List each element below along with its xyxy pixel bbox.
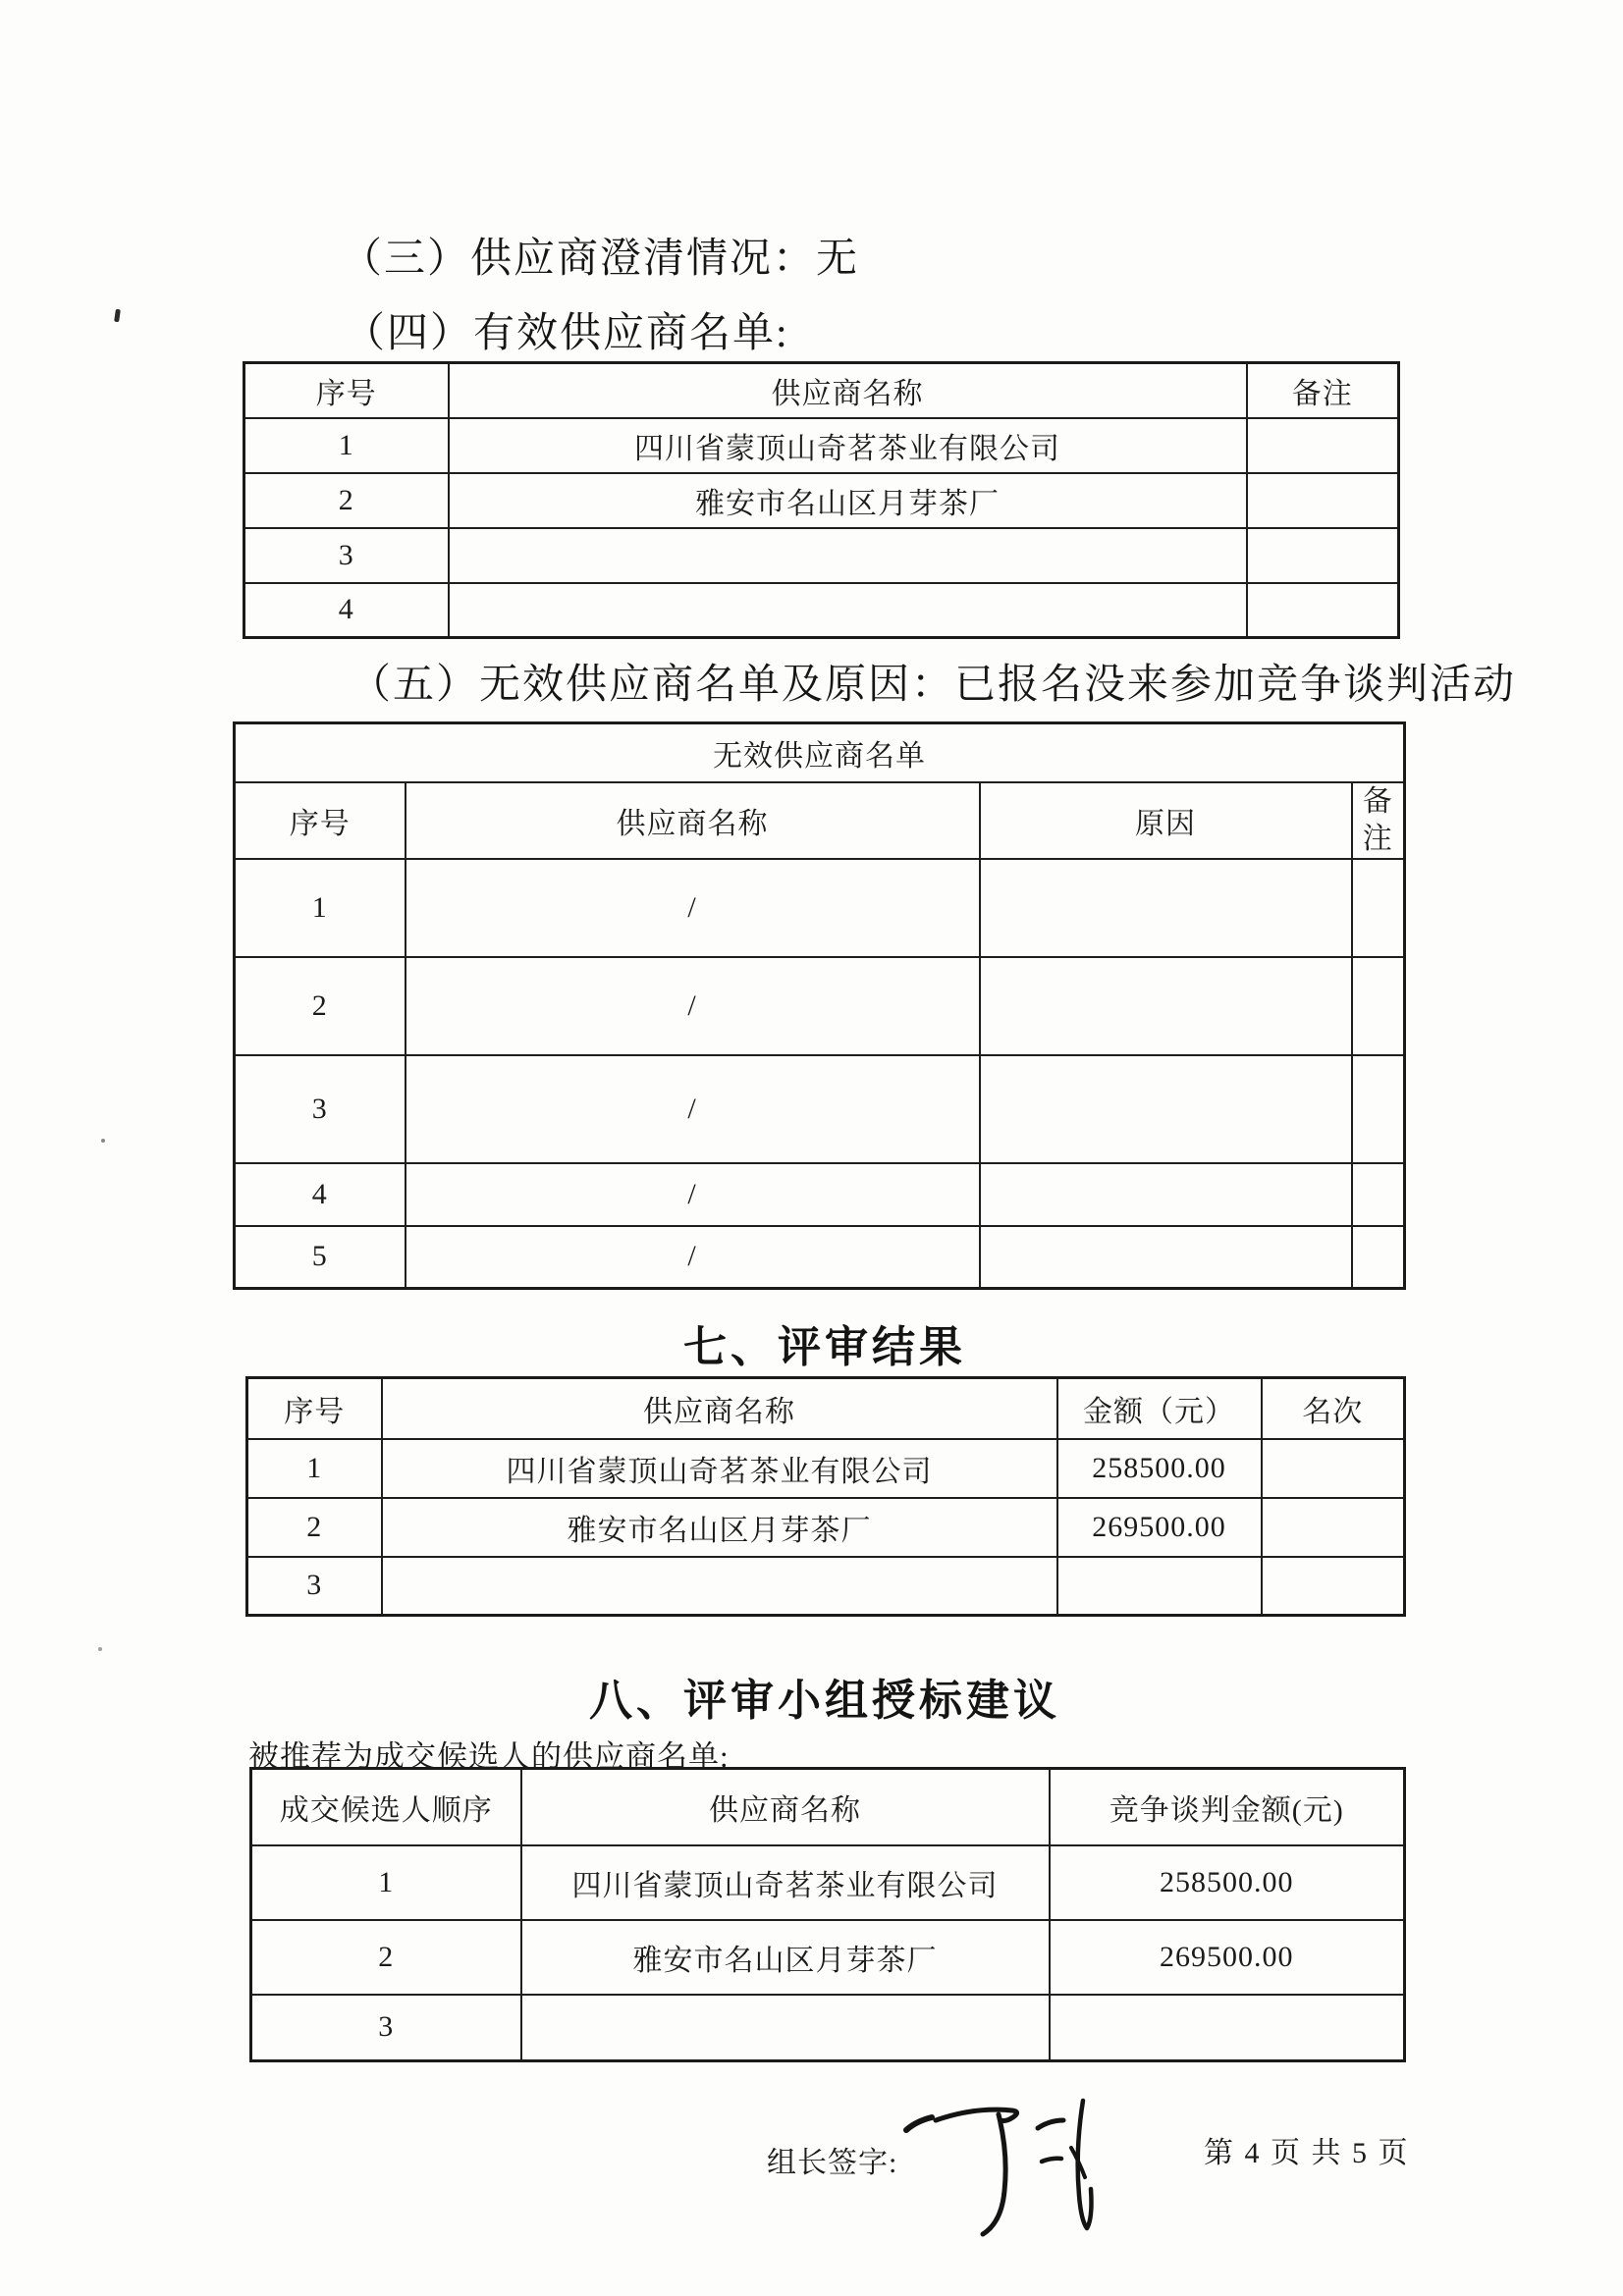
cell-negotiation-amount: 258500.00 (1050, 1845, 1405, 1920)
col-header-amount: 金额（元） (1057, 1378, 1262, 1439)
table-header-row (244, 363, 1399, 418)
cell-supplier-name: / (406, 1163, 980, 1226)
recommend-note: 被推荐为成交候选人的供应商名单: (248, 1739, 730, 1774)
cell-remark (1247, 528, 1399, 583)
cell-supplier-name: 四川省蒙顶山奇茗茶业有限公司 (521, 1845, 1050, 1920)
table-row (251, 1920, 1405, 1995)
cell-index: 1 (244, 418, 449, 473)
cell-amount (1057, 1557, 1262, 1616)
cell-reason (980, 1226, 1352, 1289)
table-row (244, 583, 1399, 638)
table-row (244, 473, 1399, 528)
col-header-index: 序号 (247, 1378, 382, 1439)
valid-suppliers-table (243, 361, 1400, 639)
table-row (251, 1995, 1405, 2061)
col-header-supplier-name: 供应商名称 (382, 1378, 1057, 1439)
cell-supplier-name (449, 528, 1247, 583)
table-row (235, 859, 1405, 957)
cell-remark (1247, 473, 1399, 528)
cell-candidate-order: 2 (251, 1920, 521, 1995)
invalid-suppliers-table (233, 721, 1406, 1290)
cell-rank (1262, 1557, 1405, 1616)
page-number-indicator: 第 4 页 共 5 页 (1204, 2137, 1410, 2169)
cell-supplier-name: 四川省蒙顶山奇茗茶业有限公司 (382, 1439, 1057, 1498)
scan-speck (114, 309, 121, 323)
leader-signature-label: 组长签字: (767, 2147, 898, 2179)
cell-reason (980, 859, 1352, 957)
cell-supplier-name (521, 1995, 1050, 2061)
cell-index: 2 (244, 473, 449, 528)
cell-reason (980, 1163, 1352, 1226)
cell-remark (1352, 957, 1405, 1055)
table-row (235, 957, 1405, 1055)
table-row (244, 528, 1399, 583)
cell-remark (1352, 1163, 1405, 1226)
table-row (235, 1163, 1405, 1226)
heading-supplier-clarification: （三）供应商澄清情况：无 (341, 237, 860, 282)
cell-remark (1352, 859, 1405, 957)
cell-index: 3 (235, 1055, 406, 1163)
invalid-table-title: 无效供应商名单 (235, 723, 1405, 782)
col-header-index: 序号 (244, 363, 449, 418)
cell-remark (1247, 418, 1399, 473)
table-row (235, 1055, 1405, 1163)
cell-candidate-order: 1 (251, 1845, 521, 1920)
table-header-row (251, 1769, 1405, 1845)
cell-index: 2 (247, 1498, 382, 1557)
table-header-row (247, 1378, 1405, 1439)
leader-signature-handwriting (889, 2089, 1124, 2270)
col-header-reason: 原因 (980, 782, 1352, 859)
col-header-candidate-order: 成交候选人顺序 (251, 1769, 521, 1845)
cell-supplier-name (449, 583, 1247, 638)
cell-supplier-name: 雅安市名山区月芽茶厂 (521, 1920, 1050, 1995)
col-header-negotiation-amount: 竞争谈判金额(元) (1050, 1769, 1405, 1845)
cell-supplier-name: / (406, 1055, 980, 1163)
col-header-index: 序号 (235, 782, 406, 859)
cell-rank (1262, 1439, 1405, 1498)
cell-supplier-name: / (406, 957, 980, 1055)
cell-reason (980, 1055, 1352, 1163)
table-row (235, 1226, 1405, 1289)
col-header-rank: 名次 (1262, 1378, 1405, 1439)
cell-remark (1247, 583, 1399, 638)
cell-remark (1352, 1226, 1405, 1289)
table-row (251, 1845, 1405, 1920)
scan-speck (98, 1647, 102, 1651)
award-candidates-table (249, 1767, 1406, 2062)
heading-invalid-supplier-list: （五）无效供应商名单及原因：已报名没来参加竞争谈判活动 (350, 663, 1517, 708)
table-header-row (235, 782, 1405, 859)
table-row (247, 1557, 1405, 1616)
cell-negotiation-amount (1050, 1995, 1405, 2061)
cell-index: 4 (244, 583, 449, 638)
col-header-remark: 备注 (1352, 782, 1405, 859)
cell-index: 4 (235, 1163, 406, 1226)
scan-speck (101, 1139, 105, 1143)
cell-rank (1262, 1498, 1405, 1557)
cell-index: 3 (244, 528, 449, 583)
cell-supplier-name: 雅安市名山区月芽茶厂 (382, 1498, 1057, 1557)
table-row (247, 1439, 1405, 1498)
cell-supplier-name: 四川省蒙顶山奇茗茶业有限公司 (449, 418, 1247, 473)
cell-amount: 258500.00 (1057, 1439, 1262, 1498)
cell-amount: 269500.00 (1057, 1498, 1262, 1557)
cell-reason (980, 957, 1352, 1055)
table-row (247, 1498, 1405, 1557)
col-header-supplier-name: 供应商名称 (449, 363, 1247, 418)
cell-index: 1 (235, 859, 406, 957)
cell-index: 2 (235, 957, 406, 1055)
review-results-table (245, 1376, 1406, 1617)
heading-valid-supplier-list: （四）有效供应商名单: (344, 311, 789, 356)
cell-negotiation-amount: 269500.00 (1050, 1920, 1405, 1995)
col-header-remark: 备注 (1247, 363, 1399, 418)
cell-supplier-name: / (406, 1226, 980, 1289)
cell-supplier-name (382, 1557, 1057, 1616)
cell-index: 5 (235, 1226, 406, 1289)
table-row (244, 418, 1399, 473)
cell-index: 3 (247, 1557, 382, 1616)
col-header-supplier-name: 供应商名称 (521, 1769, 1050, 1845)
heading-review-result: 七、评审结果 (683, 1323, 966, 1371)
heading-award-suggestion: 八、评审小组授标建议 (589, 1677, 1060, 1725)
cell-index: 1 (247, 1439, 382, 1498)
cell-remark (1352, 1055, 1405, 1163)
col-header-supplier-name: 供应商名称 (406, 782, 980, 859)
table-title-row (235, 723, 1405, 782)
cell-supplier-name: / (406, 859, 980, 957)
cell-supplier-name: 雅安市名山区月芽茶厂 (449, 473, 1247, 528)
cell-candidate-order: 3 (251, 1995, 521, 2061)
